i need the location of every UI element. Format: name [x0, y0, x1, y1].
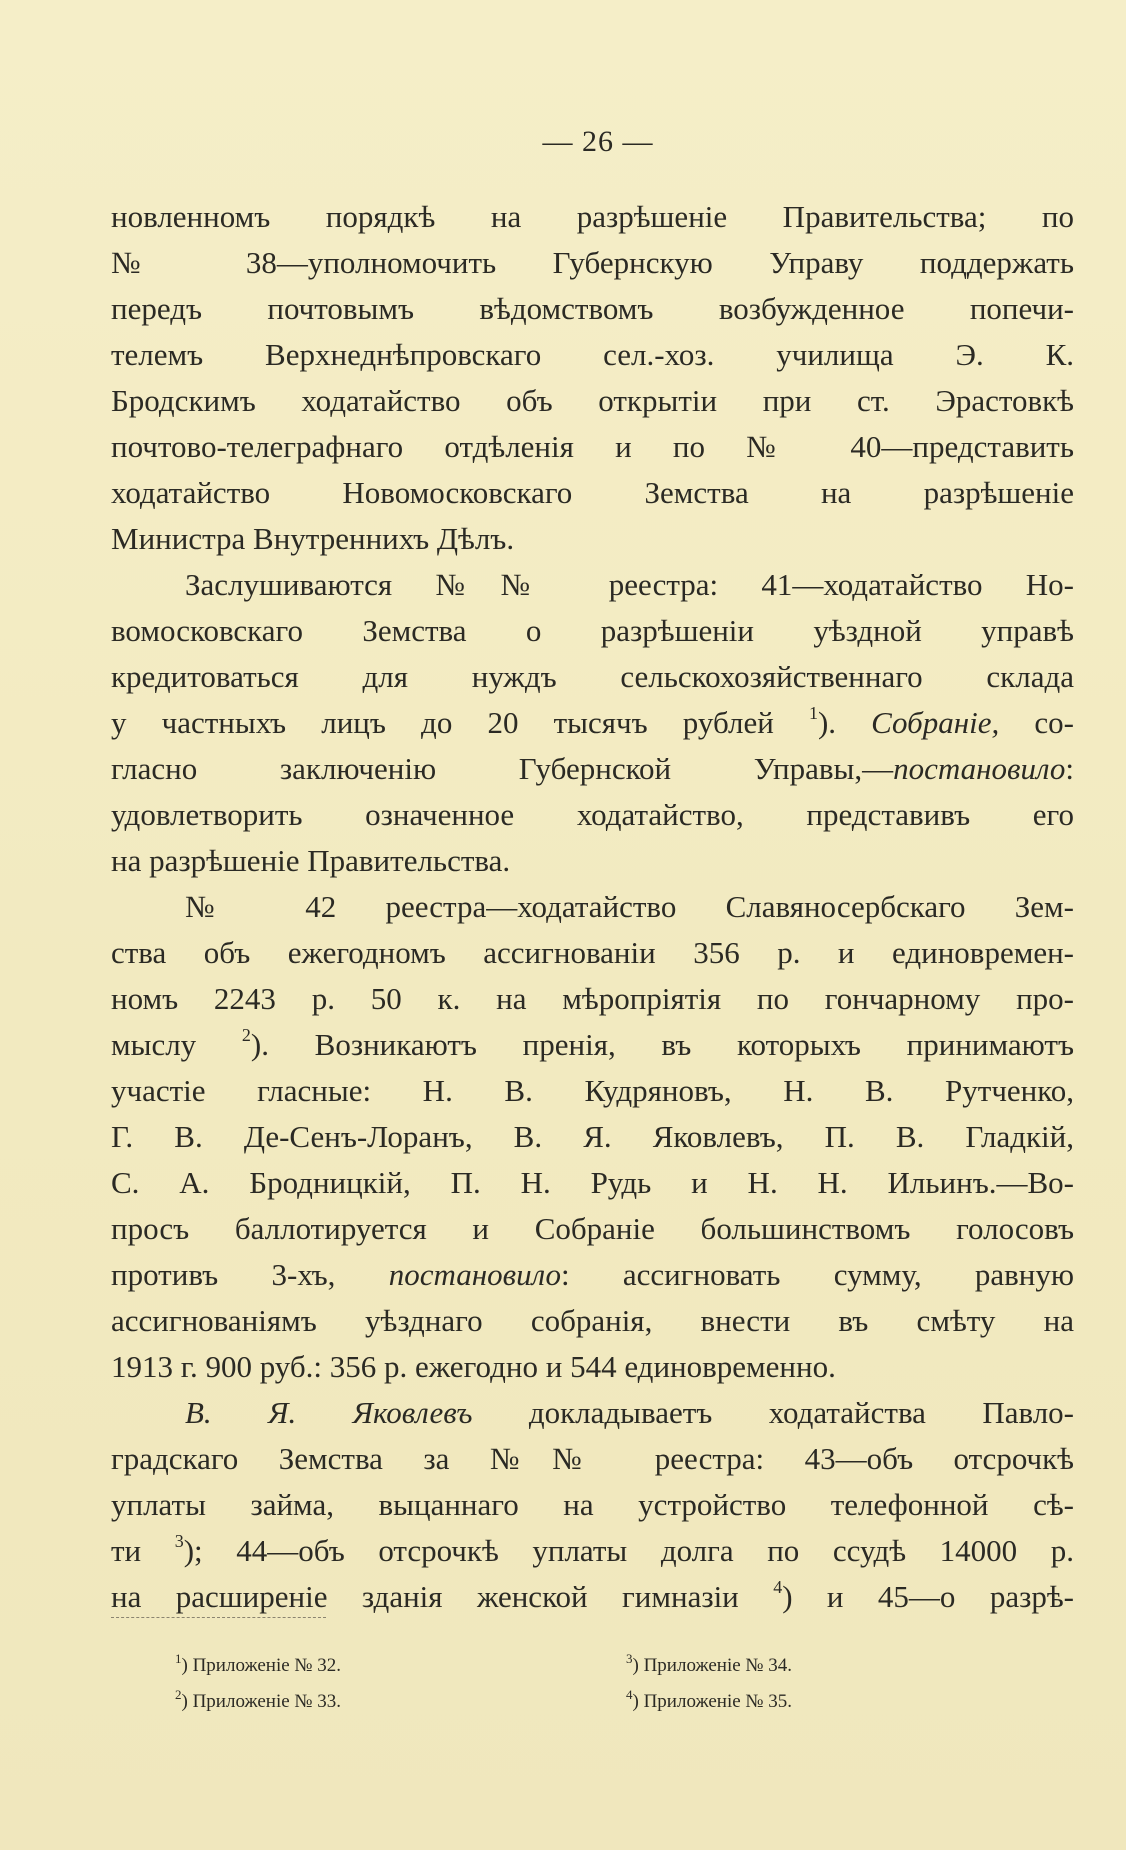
text-line: [111, 1160, 1074, 1206]
text-line: [111, 516, 1074, 562]
text-segment: ассигнованіямъ уѣзднаго собранія, внести въ смѣту на: [111, 1303, 1074, 1338]
text-line: [111, 470, 1074, 516]
text-segment: со-: [999, 705, 1074, 740]
text-segment: на разрѣшеніе Правительства.: [111, 843, 511, 878]
footnote-mark: 2: [175, 1687, 182, 1702]
body-text: [111, 194, 1074, 1620]
text-line: [111, 838, 1074, 884]
footnote-1: [175, 1650, 341, 1682]
text-line: [111, 424, 1074, 470]
text-segment: на расширеніе зданія женской гимназіи: [111, 1579, 774, 1614]
text-segment: Министра Внутреннихъ Дѣлъ.: [111, 521, 515, 556]
text-line: [111, 792, 1074, 838]
text-segment: ти: [111, 1533, 175, 1568]
text-line: [111, 240, 1074, 286]
footnote-mark: 3: [626, 1651, 633, 1666]
text-segment: почтово-телеграфнаго отдѣленія и по № 40—представить: [111, 429, 1074, 464]
italic-text: Собраніе,: [871, 705, 1000, 740]
text-line: [111, 378, 1074, 424]
footnote-text: ) Приложеніе № 32.: [181, 1655, 342, 1676]
footnote-mark: 1: [175, 1651, 182, 1666]
text-segment: :: [1065, 751, 1074, 786]
text-segment: уплаты займа, выцаннаго на устройство телефонной сѣ-: [111, 1487, 1074, 1522]
text-line: [111, 608, 1074, 654]
text-segment: ства объ ежегодномъ ассигнованіи 356 р. и единовремен-: [111, 935, 1074, 970]
text-line: [111, 562, 1074, 608]
text-segment: градскаго Земства за №№ реестра: 43—объ отсрочкѣ: [111, 1441, 1074, 1476]
footnote-reference: 3: [174, 1531, 184, 1551]
italic-text: В. Я. Яковлевъ: [185, 1395, 473, 1430]
footnote-reference: 4: [773, 1577, 783, 1597]
text-segment: 1913 г. 900 руб.: 356 р. ежегодно и 544 единовременно.: [111, 1349, 836, 1384]
footnotes: [0, 1650, 1126, 1740]
footnote-reference: 1: [808, 703, 818, 723]
text-line: [111, 1252, 1074, 1298]
text-line: [111, 286, 1074, 332]
text-segment: номъ 2243 р. 50 к. на мѣропріятія по гончарному про-: [111, 981, 1074, 1016]
italic-text: постановило: [893, 751, 1066, 786]
footnote-2: [175, 1686, 341, 1718]
text-line: [111, 1298, 1074, 1344]
text-segment: мыслу: [111, 1027, 242, 1062]
text-line: [111, 746, 1074, 792]
footnote-text: ) Приложеніе № 35.: [632, 1691, 793, 1712]
text-segment: новленномъ порядкѣ на разрѣшеніе Правительства; по: [111, 199, 1074, 234]
text-segment: № 38—уполномочить Губернскую Управу поддержать: [111, 245, 1074, 280]
text-segment: ) и 45—о разрѣ-: [782, 1579, 1074, 1614]
text-segment: № 42 реестра—ходатайство Славяносербскаго Зем-: [185, 889, 1074, 924]
text-segment: участіе гласные: Н. В. Кудряновъ, Н. В. Рутченко,: [111, 1073, 1074, 1108]
text-segment: удовлетворить означенное ходатайство, представивъ его: [111, 797, 1074, 832]
text-line: [111, 1482, 1074, 1528]
text-line: [111, 332, 1074, 378]
italic-text: постановило: [388, 1257, 561, 1292]
text-segment: ).: [817, 705, 872, 740]
text-segment: просъ баллотируется и Собраніе большинствомъ голосовъ: [111, 1211, 1074, 1246]
text-line: [111, 884, 1074, 930]
text-line: [111, 1344, 1074, 1390]
text-line: [111, 1436, 1074, 1482]
text-line: [111, 1068, 1074, 1114]
text-line: [111, 1114, 1074, 1160]
text-line: [111, 1206, 1074, 1252]
footnote-reference: 2: [241, 1025, 251, 1045]
footnote-divider: [111, 1617, 326, 1618]
footnote-4: [626, 1686, 792, 1718]
footnote-mark: 4: [626, 1687, 633, 1702]
text-segment: у частныхъ лицъ до 20 тысячъ рублей: [111, 705, 809, 740]
text-segment: Г. В. Де-Сенъ-Лоранъ, В. Я. Яковлевъ, П. В. Гладкій,: [111, 1119, 1074, 1154]
text-segment: С. А. Бродницкій, П. Н. Рудь и Н. Н. Ильинъ.—Во-: [111, 1165, 1074, 1200]
text-segment: ходатайство Новомосковскаго Земства на разрѣшеніе: [111, 475, 1074, 510]
text-segment: : ассигновать сумму, равную: [561, 1257, 1075, 1292]
text-line: [111, 194, 1074, 240]
text-segment: кредитоваться для нуждъ сельскохозяйственнаго склада: [111, 659, 1074, 694]
text-segment: гласно заключенію Губернской Управы,—: [111, 751, 894, 786]
text-line: [111, 930, 1074, 976]
text-segment: вомосковскаго Земства о разрѣшеніи уѣздной управѣ: [111, 613, 1074, 648]
text-segment: ); 44—объ отсрочкѣ уплаты долга по ссудѣ 14000 р.: [183, 1533, 1074, 1568]
footnote-text: ) Приложеніе № 34.: [632, 1655, 793, 1676]
text-segment: противъ 3-хъ,: [111, 1257, 389, 1292]
text-segment: телемъ Верхнеднѣпровскаго сел.-хоз. училища Э. К.: [111, 337, 1074, 372]
text-line: [111, 1022, 1074, 1068]
text-segment: Заслушиваются №№ реестра: 41—ходатайство Но-: [185, 567, 1074, 602]
text-segment: ). Возникаютъ пренія, въ которыхъ принимаютъ: [250, 1027, 1074, 1062]
text-segment: докладываетъ ходатайства Павло-: [472, 1395, 1074, 1430]
text-line: [111, 654, 1074, 700]
text-line: [111, 700, 1074, 746]
text-line: [111, 976, 1074, 1022]
page-number: — 26 —: [542, 125, 654, 158]
text-line: [111, 1574, 1074, 1620]
text-segment: Бродскимъ ходатайство объ открытіи при ст. Эрастовкѣ: [111, 383, 1074, 418]
text-line: [111, 1528, 1074, 1574]
footnote-3: [626, 1650, 792, 1682]
text-segment: передъ почтовымъ вѣдомствомъ возбужденное попечи-: [111, 291, 1074, 326]
footnote-text: ) Приложеніе № 33.: [181, 1691, 342, 1712]
text-line: [111, 1390, 1074, 1436]
